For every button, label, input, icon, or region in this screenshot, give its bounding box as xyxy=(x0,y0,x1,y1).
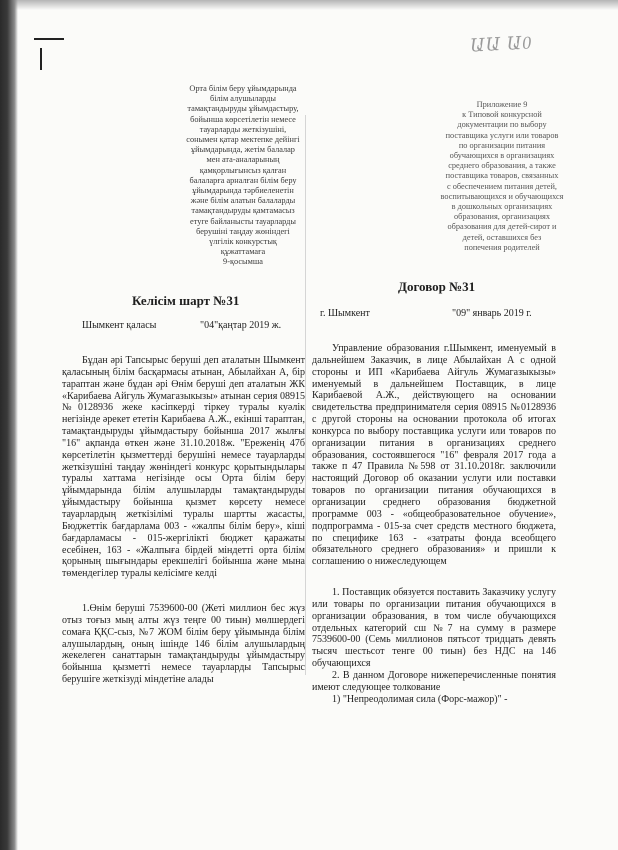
approval-line: среднего образования, а также xyxy=(448,161,556,171)
approval-line: по организации питания xyxy=(458,140,546,150)
approval-line: 9-қосымша xyxy=(223,257,263,267)
approval-line: құжаттамаға xyxy=(220,247,266,257)
approval-line: документации по выбору xyxy=(457,120,547,130)
approval-line: детей, оставшихся без xyxy=(462,232,542,242)
approval-line: мен ата-аналарының xyxy=(206,155,280,165)
approval-line: балаларға арналған білім беру xyxy=(189,175,297,185)
approval-line: в дошкольных организациях xyxy=(451,202,553,212)
approval-line: попечения родителей xyxy=(464,242,540,252)
approval-line: берушіні таңдау жөніндегі xyxy=(196,226,290,236)
approval-note-kz xyxy=(178,84,308,268)
approval-line: бойынша көрсетілетін немесе xyxy=(190,114,296,124)
clause-2-ru: 2. В данном Договоре нижеперечисленные понятия имеют следующее толкование xyxy=(312,669,556,693)
clause-1-kz: 1.Өнім беруші 7539600-00 (Жеті миллион бес жүз отыз тоғыз мың алты жүз теңге 00 тиын) мөлшердегі сомаға ҚҚС-сыз, №7 ЖОМ білім беру ұйымында білім алушылардың, оның ішінде 146 білім алушылардың жекелеген санаттарын тамақтандыруды ұйымдастыру бойынша қызметті немесе тауарларды Тапсырыс берушіге жеткізуді міндетіне алады xyxy=(62,603,305,686)
approval-line: тамақтандыруды қамтамасыз xyxy=(191,206,295,216)
handwritten-mark xyxy=(40,48,42,70)
approval-line: тамақтандыруды ұйымдастыру, xyxy=(187,104,299,114)
approval-line: сонымен қатар мектепке дейінгі xyxy=(186,135,300,145)
preamble-ru: Управление образования г.Шымкент, именуемый в дальнейшем Заказчик, в лице Абылайхан А с одной стороны и ИП «Карибаева Айгуль Жумагазыкызы» именуемый в дальнейшем Поставщик, в лице Карибаевой А.Ж., действующего на основании свидетельства предпринимателя серия 08915 №0128936 с другой стороны на основании протокола об итогах конкурса по выбору поставщика услуги или товаров по организации питания в организациях среднего образования, состоявшегося "16" февраля 2017 года а также п 47 Правила №598 от 31.10.2018г. заключили настоящий Договор об оказании услуги или поставки товаров по организации питания обучающихся в организации среднего образования бюджетной программе 003 - «общеобразовательное обучение», подпрограмма - 015-за счет средств местного бюджета, по специфике 163 - «затраты фонда всеобщего обязательного среднего образования» и пришли к соглашению о нижеследующем xyxy=(312,343,556,568)
approval-line: образования, организациях xyxy=(454,212,550,222)
approval-line: воспитывающихся и обучающихся xyxy=(440,191,564,201)
approval-line: к Типовой конкурсной xyxy=(462,110,542,120)
preamble-kz: Бұдан әрі Тапсырыс беруші деп аталатын Шымкент қаласының білім басқармасы атынан, Абылайхан А, бір тараптан және бұдан әрі Өнім беруші деп аталатын ЖК «Карибаева Айгуль Жумагазыкызы» атынан серия 08915 №0128936 жеке кәсіпкерді тіркеу туралы куәлік негізінде әрекет ететін Карибаева А.Ж., екінші тараптан, тамақтандыруды ұйымдастыру бойынша 2017 жылғы "16" ақпанда өткен және 31.10.2018ж. "Ереженің 47б көрсетілетін қызметтерді берушіні немесе тауарларды жеткізушіні таңдау жөніндегі конкурс қорытындылары туралы хаттама негізінде осы Орта білім беру ұйымдарында білім алушыларды тамақтандыруды ұйымдастыру бойынша қызмет көрсету немесе тауарлардың жеткізілімі туралы шартты жасасты, Бюджеттік бағдарлама 003 - «жалпы білім беру», кіші бағдарламасы - 015-жергілікті бюджет қаражаты есебінен, 163 - «Жалпыға бірдей міндетті орта білім қорының шығындары ерекшелігі бойынша және мына төмендегілер туралы келісімге келді xyxy=(62,355,305,580)
approval-line: обучающихся в организациях xyxy=(449,151,555,161)
scan-edge xyxy=(0,0,18,850)
approval-line: ұйымдарында, жетім балалар xyxy=(191,145,295,155)
approval-line: білім алушыларды xyxy=(210,94,276,104)
contract-title-ru: Договор №31 xyxy=(398,279,476,294)
scan-shadow xyxy=(0,0,618,10)
approval-line: және білім алатын балаларды xyxy=(190,196,296,206)
approval-line: поставщика товаров, связанных xyxy=(445,171,559,181)
contract-body-ru xyxy=(312,343,556,705)
section-gap xyxy=(312,568,556,587)
city-ru: г. Шымкент xyxy=(320,308,370,319)
section-gap xyxy=(62,580,305,603)
clause-1-ru: 1. Поставщик обязуется поставить Заказчику услугу или товары по организации питания обучающихся в организации образования, в том числе обучающихся отдельных категорий сш №7 на сумму в размере 7539600-00 (Семь миллионов пятьсот тридцать девять тысяч шестьсот тенге 00 тиын) без НДС на 146 обучающихся xyxy=(312,587,556,670)
approval-line: Приложение 9 xyxy=(476,100,528,109)
approval-note-ru xyxy=(432,100,572,253)
handwritten-mark xyxy=(34,38,64,40)
date-ru: "09" январь 2019 г. xyxy=(452,308,532,319)
approval-line: образования для детей-сирот и xyxy=(447,222,557,232)
approval-line: поставщика услуги или товаров xyxy=(445,130,559,140)
handwritten-annotation: ԱԱ Ա0 xyxy=(469,32,533,56)
contract-title-kz: Келісім шарт №31 xyxy=(132,293,240,308)
date-kz: "04"қаңтар 2019 ж. xyxy=(200,320,282,331)
approval-line: үлгілік конкурстық xyxy=(209,237,277,247)
contract-body-kz xyxy=(62,355,305,686)
approval-line: Орта білім беру ұйымдарында xyxy=(189,84,297,93)
city-kz: Шымкент қаласы xyxy=(82,320,157,331)
clause-2-1-ru: 1) "Непреодолимая сила (Форс-мажор)" - xyxy=(332,693,508,705)
approval-line: етуге байланысты тауарларды xyxy=(190,216,296,226)
approval-line: с обеспечением питания детей, xyxy=(446,181,558,191)
approval-line: тауарларды жеткізушіні, xyxy=(199,124,287,134)
approval-line: қамқорлығынсыз қалған xyxy=(199,165,287,175)
approval-line: ұйымдарында тәрбиеленетін xyxy=(192,186,294,196)
